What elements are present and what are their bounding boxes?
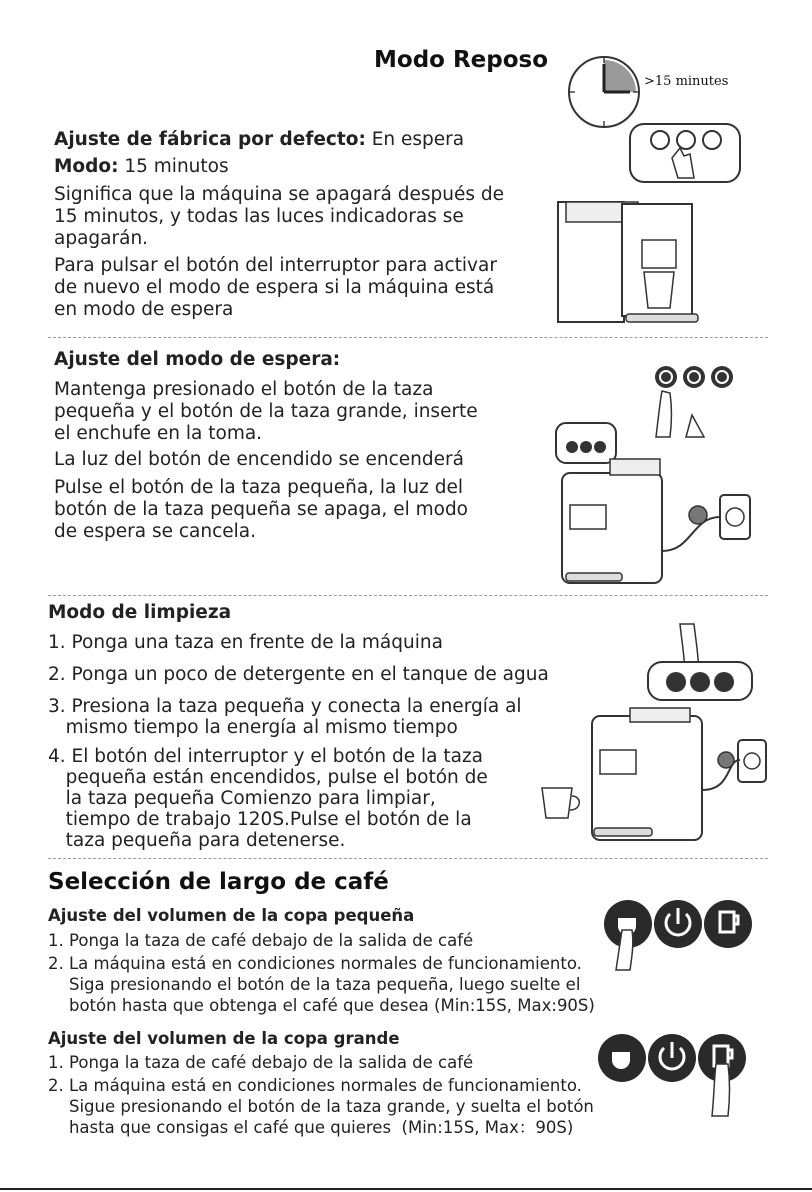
large-cup-line: 2. La máquina está en condiciones normales de funcionamiento. <box>48 1076 582 1095</box>
standby-illustration <box>552 355 762 591</box>
mode-value: 15 minutos <box>118 156 229 177</box>
cleaning-title: Modo de limpieza <box>48 602 232 623</box>
cleaning-step: taza pequeña para detenerse. <box>48 830 346 851</box>
cleaning-step: 3. Presiona la taza pequeña y conecta la energía al <box>48 696 522 717</box>
clock-icon <box>566 54 642 130</box>
bottom-rule <box>0 1188 812 1190</box>
cleaning-step: mismo tiempo la energía al mismo tiempo <box>48 717 458 738</box>
large-cup-buttons-illustration <box>594 1030 764 1120</box>
small-cup-line: Siga presionando el botón de la taza pequeña, luego suelte el <box>48 975 581 994</box>
standby-para1-line: el enchufe en la toma. <box>54 423 263 444</box>
divider <box>48 858 768 859</box>
standby-title: Ajuste del modo de espera: <box>54 349 341 370</box>
cleaning-illustration <box>530 620 770 848</box>
large-cup-line: hasta que consigas el café que quieres (Min:15S, Max：90S) <box>48 1118 574 1137</box>
sleep-para2-line: de nuevo el modo de espera si la máquina está <box>54 277 495 298</box>
cleaning-step: 2. Ponga un poco de detergente en el tanque de agua <box>48 664 549 685</box>
small-cup-line: 1. Ponga la taza de café debajo de la salida de café <box>48 931 474 950</box>
small-cup-line: 2. La máquina está en condiciones normales de funcionamiento. <box>48 954 582 973</box>
standby-para1-line: Mantenga presionado el botón de la taza <box>54 379 434 400</box>
mode-label: Modo: <box>54 156 119 177</box>
sleep-para2-line: en modo de espera <box>54 299 234 320</box>
length-title: Selección de largo de café <box>48 869 389 895</box>
standby-para3-line: botón de la taza pequeña se apaga, el modo <box>54 499 469 520</box>
standby-para3-line: de espera se cancela. <box>54 521 257 542</box>
sleep-para2-line: Para pulsar el botón del interruptor para activar <box>54 255 497 276</box>
default-value: En espera <box>365 129 465 150</box>
divider <box>48 337 768 338</box>
clock-label: >15 minutes <box>644 74 729 89</box>
machine-illustration <box>552 120 752 330</box>
large-cup-line: 1. Ponga la taza de café debajo de la salida de café <box>48 1053 474 1072</box>
small-cup-title: Ajuste del volumen de la copa pequeña <box>48 906 415 925</box>
mode-setting <box>54 156 229 178</box>
standby-para3-line: Pulse el botón de la taza pequeña, la luz del <box>54 477 463 498</box>
divider <box>48 595 768 596</box>
large-cup-line: Sigue presionando el botón de la taza grande, y suelta el botón <box>48 1097 594 1116</box>
default-setting <box>54 129 464 151</box>
sleep-para1-line: apagarán. <box>54 228 149 249</box>
cleaning-step: 1. Ponga una taza en frente de la máquina <box>48 632 443 653</box>
sleep-title: Modo Reposo <box>374 47 549 73</box>
standby-para2-line: La luz del botón de encendido se encenderá <box>54 449 464 470</box>
cleaning-step: 4. El botón del interruptor y el botón de la taza <box>48 746 484 767</box>
small-cup-buttons-illustration <box>600 896 768 972</box>
sleep-para1-line: 15 minutos, y todas las luces indicadoras se <box>54 206 464 227</box>
cleaning-step: la taza pequeña Comienzo para limpiar, <box>48 788 436 809</box>
small-cup-line: botón hasta que obtenga el café que desea (Min:15S, Max:90S) <box>48 996 595 1015</box>
sleep-para1-line: Significa que la máquina se apagará después de <box>54 184 505 205</box>
cleaning-step: tiempo de trabajo 120S.Pulse el botón de la <box>48 809 472 830</box>
cleaning-step: pequeña están encendidos, pulse el botón de <box>48 767 488 788</box>
standby-para1-line: pequeña y el botón de la taza grande, inserte <box>54 401 478 422</box>
large-cup-title: Ajuste del volumen de la copa grande <box>48 1029 400 1048</box>
default-label: Ajuste de fábrica por defecto: <box>54 129 366 150</box>
